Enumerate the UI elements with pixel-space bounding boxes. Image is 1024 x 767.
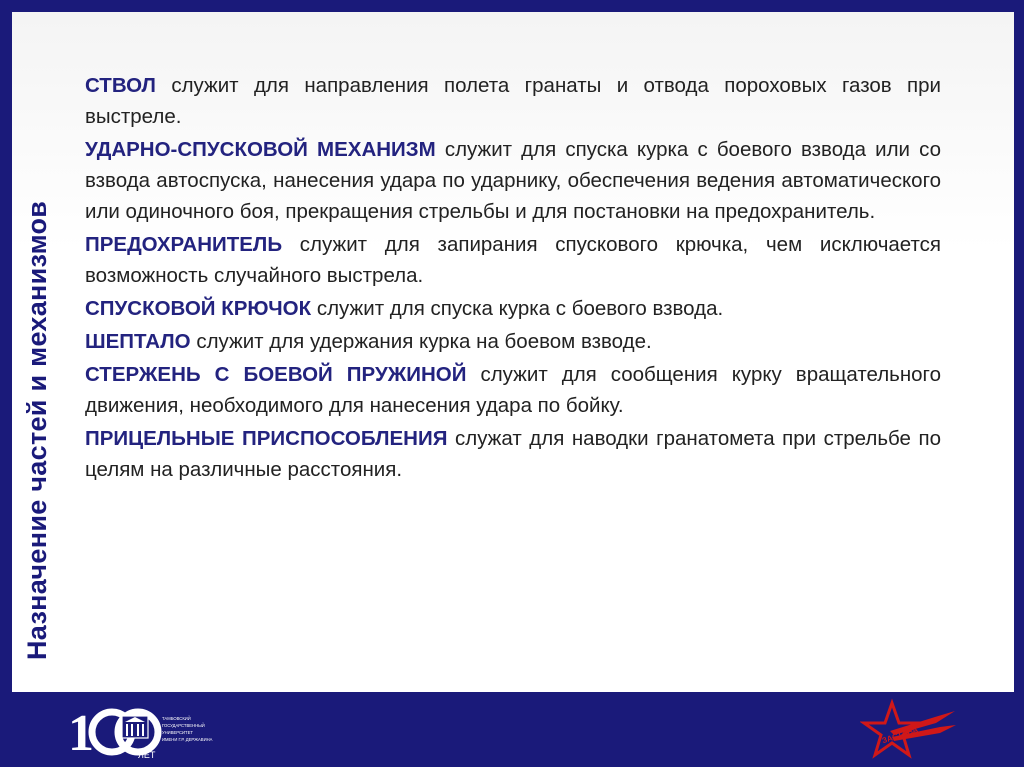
definition-text: служат для наводки гранатомета при стрельбе по целям на различные расстояния. [85, 427, 942, 481]
definition-text: служит для направления полета гранаты и отвода пороховых газов при выстреле. [85, 74, 941, 128]
logo-university-text [162, 716, 213, 742]
definition-item [85, 293, 941, 324]
definition-item [85, 70, 941, 132]
definition-item [85, 326, 941, 357]
side-title: Назначение частей и механизмов [22, 200, 52, 660]
svg-text:ИМЕНИ Г.Р. ДЕРЖАВИНА: ИМЕНИ Г.Р. ДЕРЖАВИНА [162, 737, 213, 742]
definition-text: служит для спуска курка с боевого взвода. [311, 297, 724, 320]
definitions-list [85, 70, 941, 487]
emblem-text: ЗАСТАВА [880, 725, 920, 746]
definition-text: служит для удержания курка на боевом взводе. [190, 330, 652, 353]
university-logo [66, 700, 226, 760]
definition-item [85, 423, 941, 485]
definition-item [85, 359, 941, 421]
definition-term: УДАРНО-СПУСКОВОЙ МЕХАНИЗМ [85, 138, 436, 161]
svg-text:УНИВЕРСИТЕТ: УНИВЕРСИТЕТ [162, 730, 193, 735]
definition-term: ШЕПТАЛО [85, 330, 191, 353]
svg-text:ГОСУДАРСТВЕННЫЙ: ГОСУДАРСТВЕННЫЙ [162, 723, 205, 728]
star-emblem [860, 697, 960, 765]
definition-term: ПРИЦЕЛЬНЫЕ ПРИСПОСОБЛЕНИЯ [85, 427, 448, 450]
definition-term: ПРЕДОХРАНИТЕЛЬ [85, 233, 283, 256]
definition-text: служит для спуска курка с боевого взвода или со взвода автоспуска, нанесения удара по ударнику, обеспечения ведения автоматического или одиночного боя, прекращения стрельбы и для постановки на предохранитель. [85, 138, 941, 223]
definition-text: служит для сообщения курку вращательного движения, необходимого для нанесения удара по бойку. [85, 363, 941, 417]
logo-number-1: 1 [68, 705, 94, 760]
logo-suffix: ЛЕТ [138, 750, 156, 760]
definition-text: служит для запирания спускового крючка, чем исключается возможность случайного выстрела. [85, 233, 941, 287]
definition-item [85, 134, 941, 227]
definition-term: СПУСКОВОЙ КРЮЧОК [85, 297, 312, 320]
svg-text:ТАМБОВСКИЙ: ТАМБОВСКИЙ [162, 716, 191, 721]
definition-term: СТВОЛ [85, 74, 156, 97]
definition-item [85, 229, 941, 291]
definition-term: СТЕРЖЕНЬ С БОЕВОЙ ПРУЖИНОЙ [85, 363, 467, 386]
